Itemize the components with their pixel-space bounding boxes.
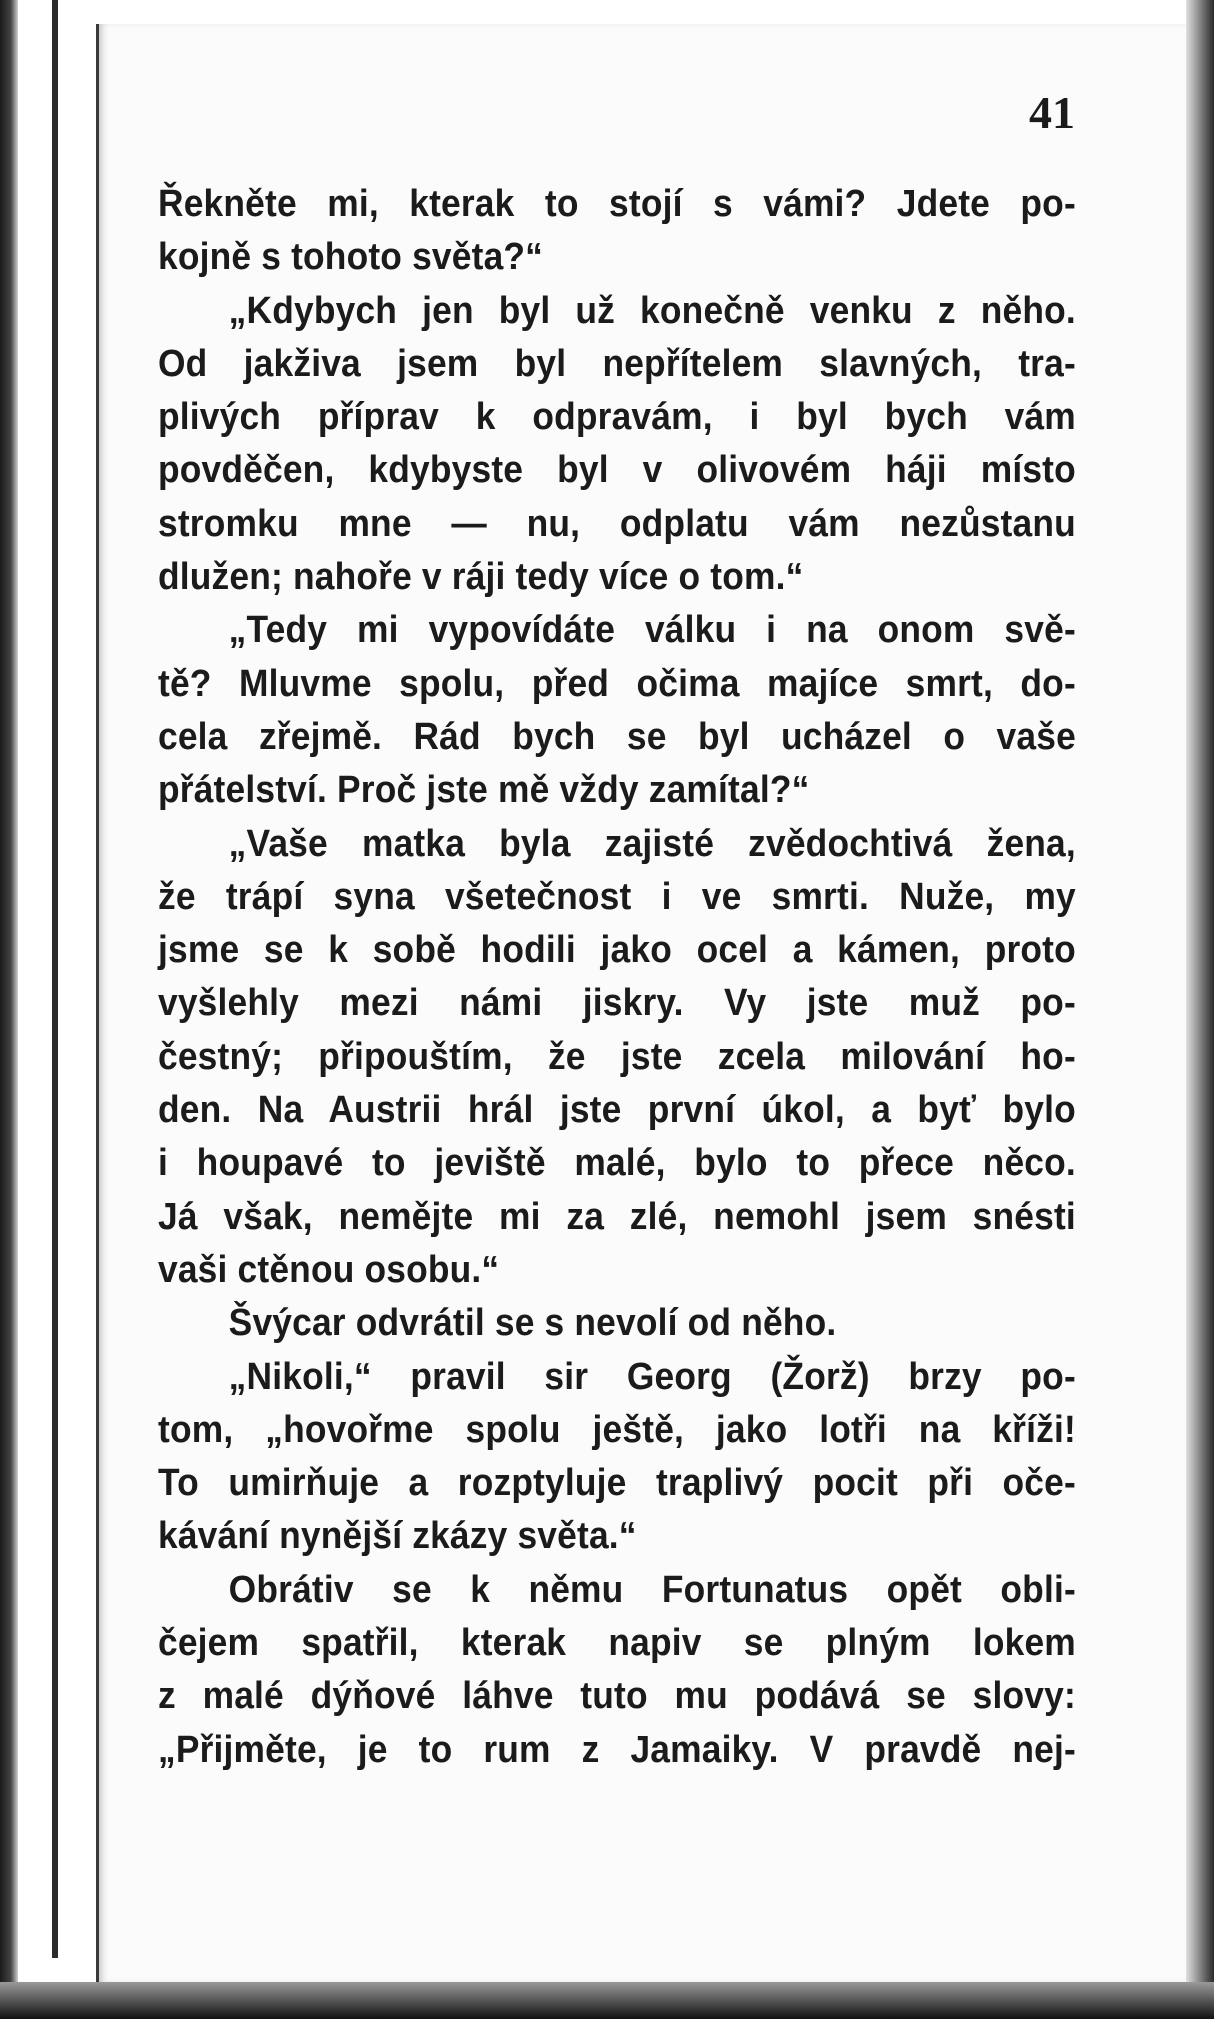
text-line: Řekněte mi, kterak to stojí s vámi? Jdete po-	[158, 183, 1076, 225]
text-line: plivých příprav k odpravám, i byl bych vám	[158, 396, 1076, 439]
text-line: tě? Mluvme spolu, před očima majíce smrt, do-	[158, 662, 1076, 705]
binding-shadow	[0, 0, 18, 2019]
text-line: z malé dýňové láhve tuto mu podává se slovy:	[158, 1675, 1076, 1718]
text-line: cela zřejmě. Rád bych se byl ucházel o vaše	[158, 715, 1076, 758]
page-edge-line	[52, 0, 58, 1958]
text-line: den. Na Austrii hrál jste první úkol, a byť bylo	[158, 1089, 1076, 1132]
text-line: dlužen; nahoře v ráji tedy více o tom.“	[158, 556, 804, 599]
text-line: Od jakživa jsem byl nepřítelem slavných, tra-	[158, 342, 1076, 385]
text-line: „Přijměte, je to rum z Jamaiky. V pravdě nej-	[158, 1728, 1076, 1771]
text-line: To umirňuje a rozptyluje traplivý pocit při oče-	[158, 1462, 1076, 1505]
right-edge-shadow	[1186, 0, 1214, 2019]
text-line: tom, „hovořme spolu ještě, jako lotři na kříži!	[158, 1408, 1076, 1451]
text-line: Já však, nemějte mi za zlé, nemohl jsem snésti	[158, 1195, 1076, 1238]
text-line: i houpavé to jeviště malé, bylo to přece něco.	[158, 1142, 1076, 1185]
page-number: 41	[1029, 87, 1075, 138]
text-line: vaši ctěnou osobu.“	[158, 1248, 500, 1291]
text-line: stromku mne — nu, odplatu vám nezůstanu	[158, 502, 1076, 545]
text-line: jsme se k sobě hodili jako ocel a kámen, proto	[158, 929, 1076, 972]
body-text	[158, 178, 1076, 1777]
text-line: Obrátiv se k němu Fortunatus opět obli-	[228, 1568, 1076, 1611]
text-line: že trápí syna všetečnost i ve smrti. Nuže, my	[158, 875, 1076, 918]
text-line: přátelství. Proč jste mě vždy zamítal?“	[158, 769, 810, 812]
text-line: kávání nynější zkázy světa.“	[158, 1515, 637, 1558]
text-line: kojně s tohoto světa?“	[158, 236, 544, 279]
bottom-edge-shadow	[0, 1982, 1214, 2019]
text-line: „Vaše matka byla zajisté zvědochtivá žena,	[228, 822, 1076, 865]
text-line: vyšlehly mezi námi jiskry. Vy jste muž po-	[158, 982, 1076, 1025]
text-line: „Kdybych jen byl už konečně venku z něho.	[228, 289, 1076, 332]
text-line: Švýcar odvrátil se s nevolí od něho.	[228, 1302, 837, 1345]
text-line: „Nikoli,“ pravil sir Georg (Žorž) brzy po-	[228, 1355, 1076, 1398]
text-line: čejem spatřil, kterak napiv se plným lokem	[158, 1622, 1076, 1665]
text-line: „Tedy mi vypovídáte válku i na onom svě-	[228, 609, 1076, 652]
text-line: čestný; připouštím, že jste zcela milování ho-	[158, 1035, 1076, 1078]
text-line: povděčen, kdybyste byl v olivovém háji místo	[158, 449, 1076, 492]
